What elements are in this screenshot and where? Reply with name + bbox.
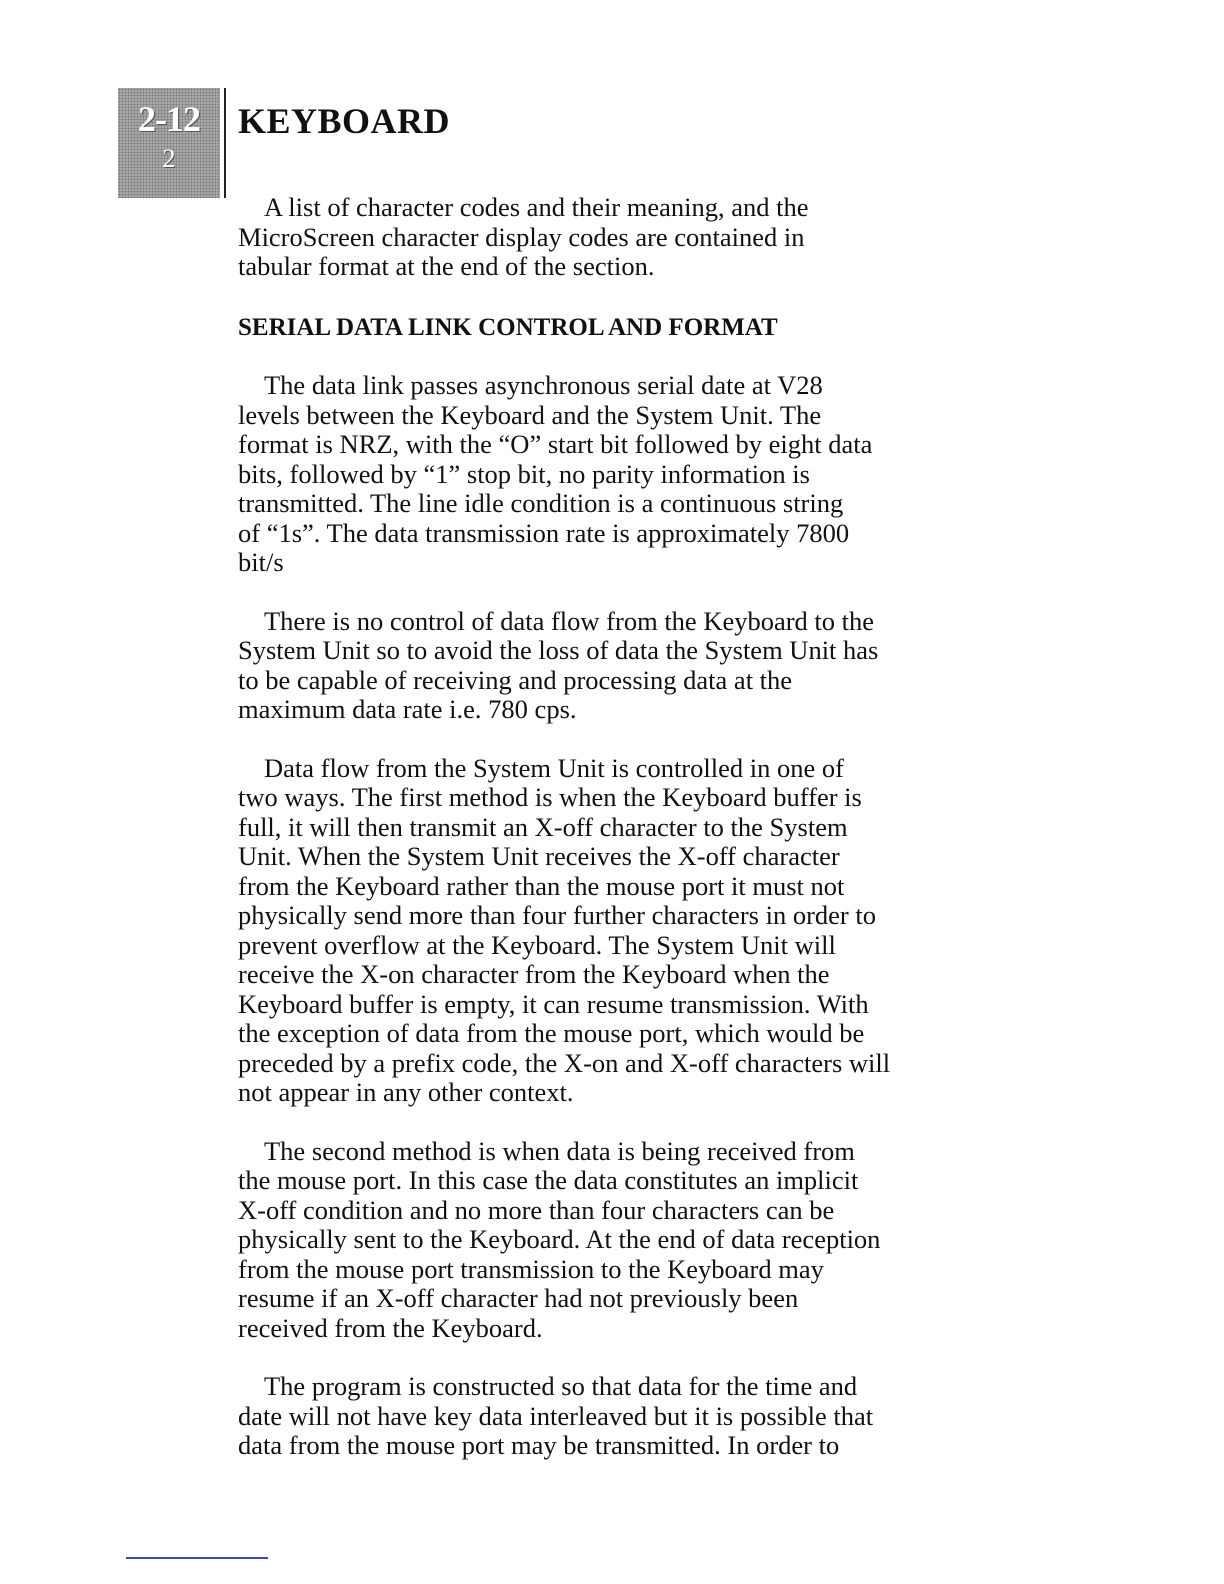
intro-paragraph: A list of character codes and their meaning, and the MicroScreen character display codes are contained in tabular format at the end of the section. (238, 192, 809, 281)
page-title: KEYBOARD (238, 101, 451, 141)
document-body (238, 193, 988, 1461)
paragraph-xon-xoff: Data flow from the System Unit is controlled in one of two ways. The first method is when the Keyboard buffer is full, it will then transmit an X-off character to the System Unit. When the System Unit receives the X-off character from the Keyboard rather than the mouse port it must not physically send more than four further characters in order to prevent overflow at the Keyboard. The System Unit will receive the X-on character from the Keyboard when the Keyboard buffer is empty, it can resume transmission. With the exception of data from the mouse port, which would be preceded by a prefix code, the X-on and X-off characters will not appear in any other context. (238, 752, 891, 1107)
section-heading: SERIAL DATA LINK CONTROL AND FORMAT (238, 313, 778, 341)
section-tab (118, 88, 220, 198)
paragraph-data-link: The data link passes asynchronous serial date at V28 levels between the Keyboard and the System Unit. The format is NRZ, with the “O” start bit followed by eight data bits, followed by “1” stop bit, no parity information is transmitted. The line idle condition is a continuous string of “1s”. The data transmission rate is approximately 7800 bit/s (238, 370, 873, 577)
footer-rule (126, 1557, 268, 1559)
chapter-number: 2 (162, 144, 176, 173)
paragraph-program: The program is constructed so that data for the time and date will not have key data interleaved but it is possible that data from the mouse port may be transmitted. In order to (238, 1371, 874, 1460)
section-number: 2-12 (138, 99, 200, 139)
tab-divider (224, 88, 226, 198)
paragraph-flow-control: There is no control of data flow from the Keyboard to the System Unit so to avoid the loss of data the System Unit has to be capable of receiving and processing data at the maximum data rate i.e. 780 cps. (238, 605, 879, 724)
paragraph-mouse-port: The second method is when data is being received from the mouse port. In this case the data constitutes an implicit X-off condition and no more than four characters can be physically sent to the Keyboard. At the end of data reception from the mouse port transmission to the Keyboard may resume if an X-off character had not previously been received from the Keyboard. (238, 1135, 881, 1343)
